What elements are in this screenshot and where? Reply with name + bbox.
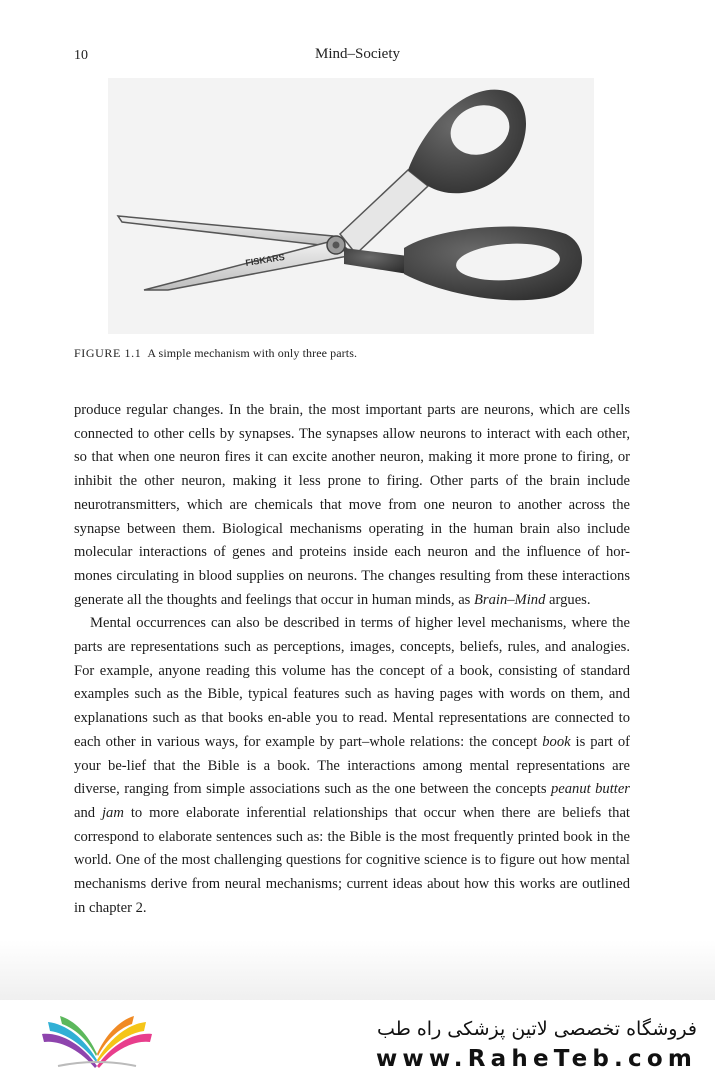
paragraph-2-text-c: and: [74, 804, 102, 821]
paragraph-1-text-end: argues.: [545, 591, 591, 608]
paragraph-2-italic-jam: jam: [102, 804, 124, 821]
figure-brand-text: FISKARS: [244, 251, 286, 268]
paragraph-1-italic: Brain–Mind: [474, 591, 546, 608]
paragraph-2-italic-peanut-butter: peanut butter: [550, 781, 630, 798]
running-head: Mind–Society: [315, 46, 400, 62]
paragraph-2-italic-book: book: [542, 733, 571, 750]
figure-caption-text: A simple mechanism with only three parts.: [147, 346, 358, 360]
body-text: [74, 399, 630, 920]
scissors-illustration-icon: [108, 78, 594, 334]
paragraph-1-text: produce regular changes. In the brain, the most important parts are neurons, which are cells connected to other cells by synapses. The synapses allow neurons to interact with each other, so that when one neuron fires it can excite another neuron, making it more prone to firing, or inhibit the other neuron, making it less prone to firing. Other parts of the brain include neurotransmitters, which are chemicals that move from one neuron to another across the synapse between them. Biological mechanisms operating in the human brain also include molecular interactions of genes and proteins inside each neuron and the influence of hor-mones circulating in blood supplies on neurons. The changes resulting from these interactions generate all the thoughts and feelings that occur in human minds, as: [74, 402, 630, 608]
paragraph-2: [74, 612, 630, 920]
paragraph-2-text: Mental occurrences can also be described in terms of higher level mechanisms, where the parts are representations such as perceptions, images, concepts, beliefs, rules, and analogies. For example, anyone reading this volume has the concept of a book, consisting of standard examples such as the Bible, typical features such as having pages with words on them, and explanations such as that books en-able you to read. Mental representations are connected to each other in various ways, for example by part–whole relations: the concept: [74, 615, 630, 750]
banner-title: فروشگاه تخصصی لاتین پزشکی راه طب: [377, 1018, 697, 1040]
figure-label: FIGURE 1.1: [74, 346, 142, 360]
open-book-rainbow-logo-icon: [38, 1014, 156, 1072]
paragraph-1: [74, 399, 630, 612]
page-number: 10: [74, 48, 88, 63]
page-bottom-shadow: [0, 940, 715, 1000]
watermark-banner: [0, 1000, 715, 1080]
banner-url: www.RaheTeb.com: [375, 1046, 697, 1072]
paragraph-2-text-b: is part of your be-lief that the Bible is a book. The interactions among mental representations are diverse, ranging from simple associations such as the one between the concepts: [74, 733, 631, 798]
figure-caption: [74, 346, 357, 361]
figure-image: [108, 78, 594, 334]
paragraph-2-text-d: to more elaborate inferential relationships that occur when there are beliefs that correspond to elaborate sentences such as: the Bible is the most frequently printed book in the world. One of the most challenging questions for cognitive science is to figure out how mental mechanisms derive from neural mechanisms; current ideas about how this works are outlined in chapter 2.: [74, 804, 630, 916]
